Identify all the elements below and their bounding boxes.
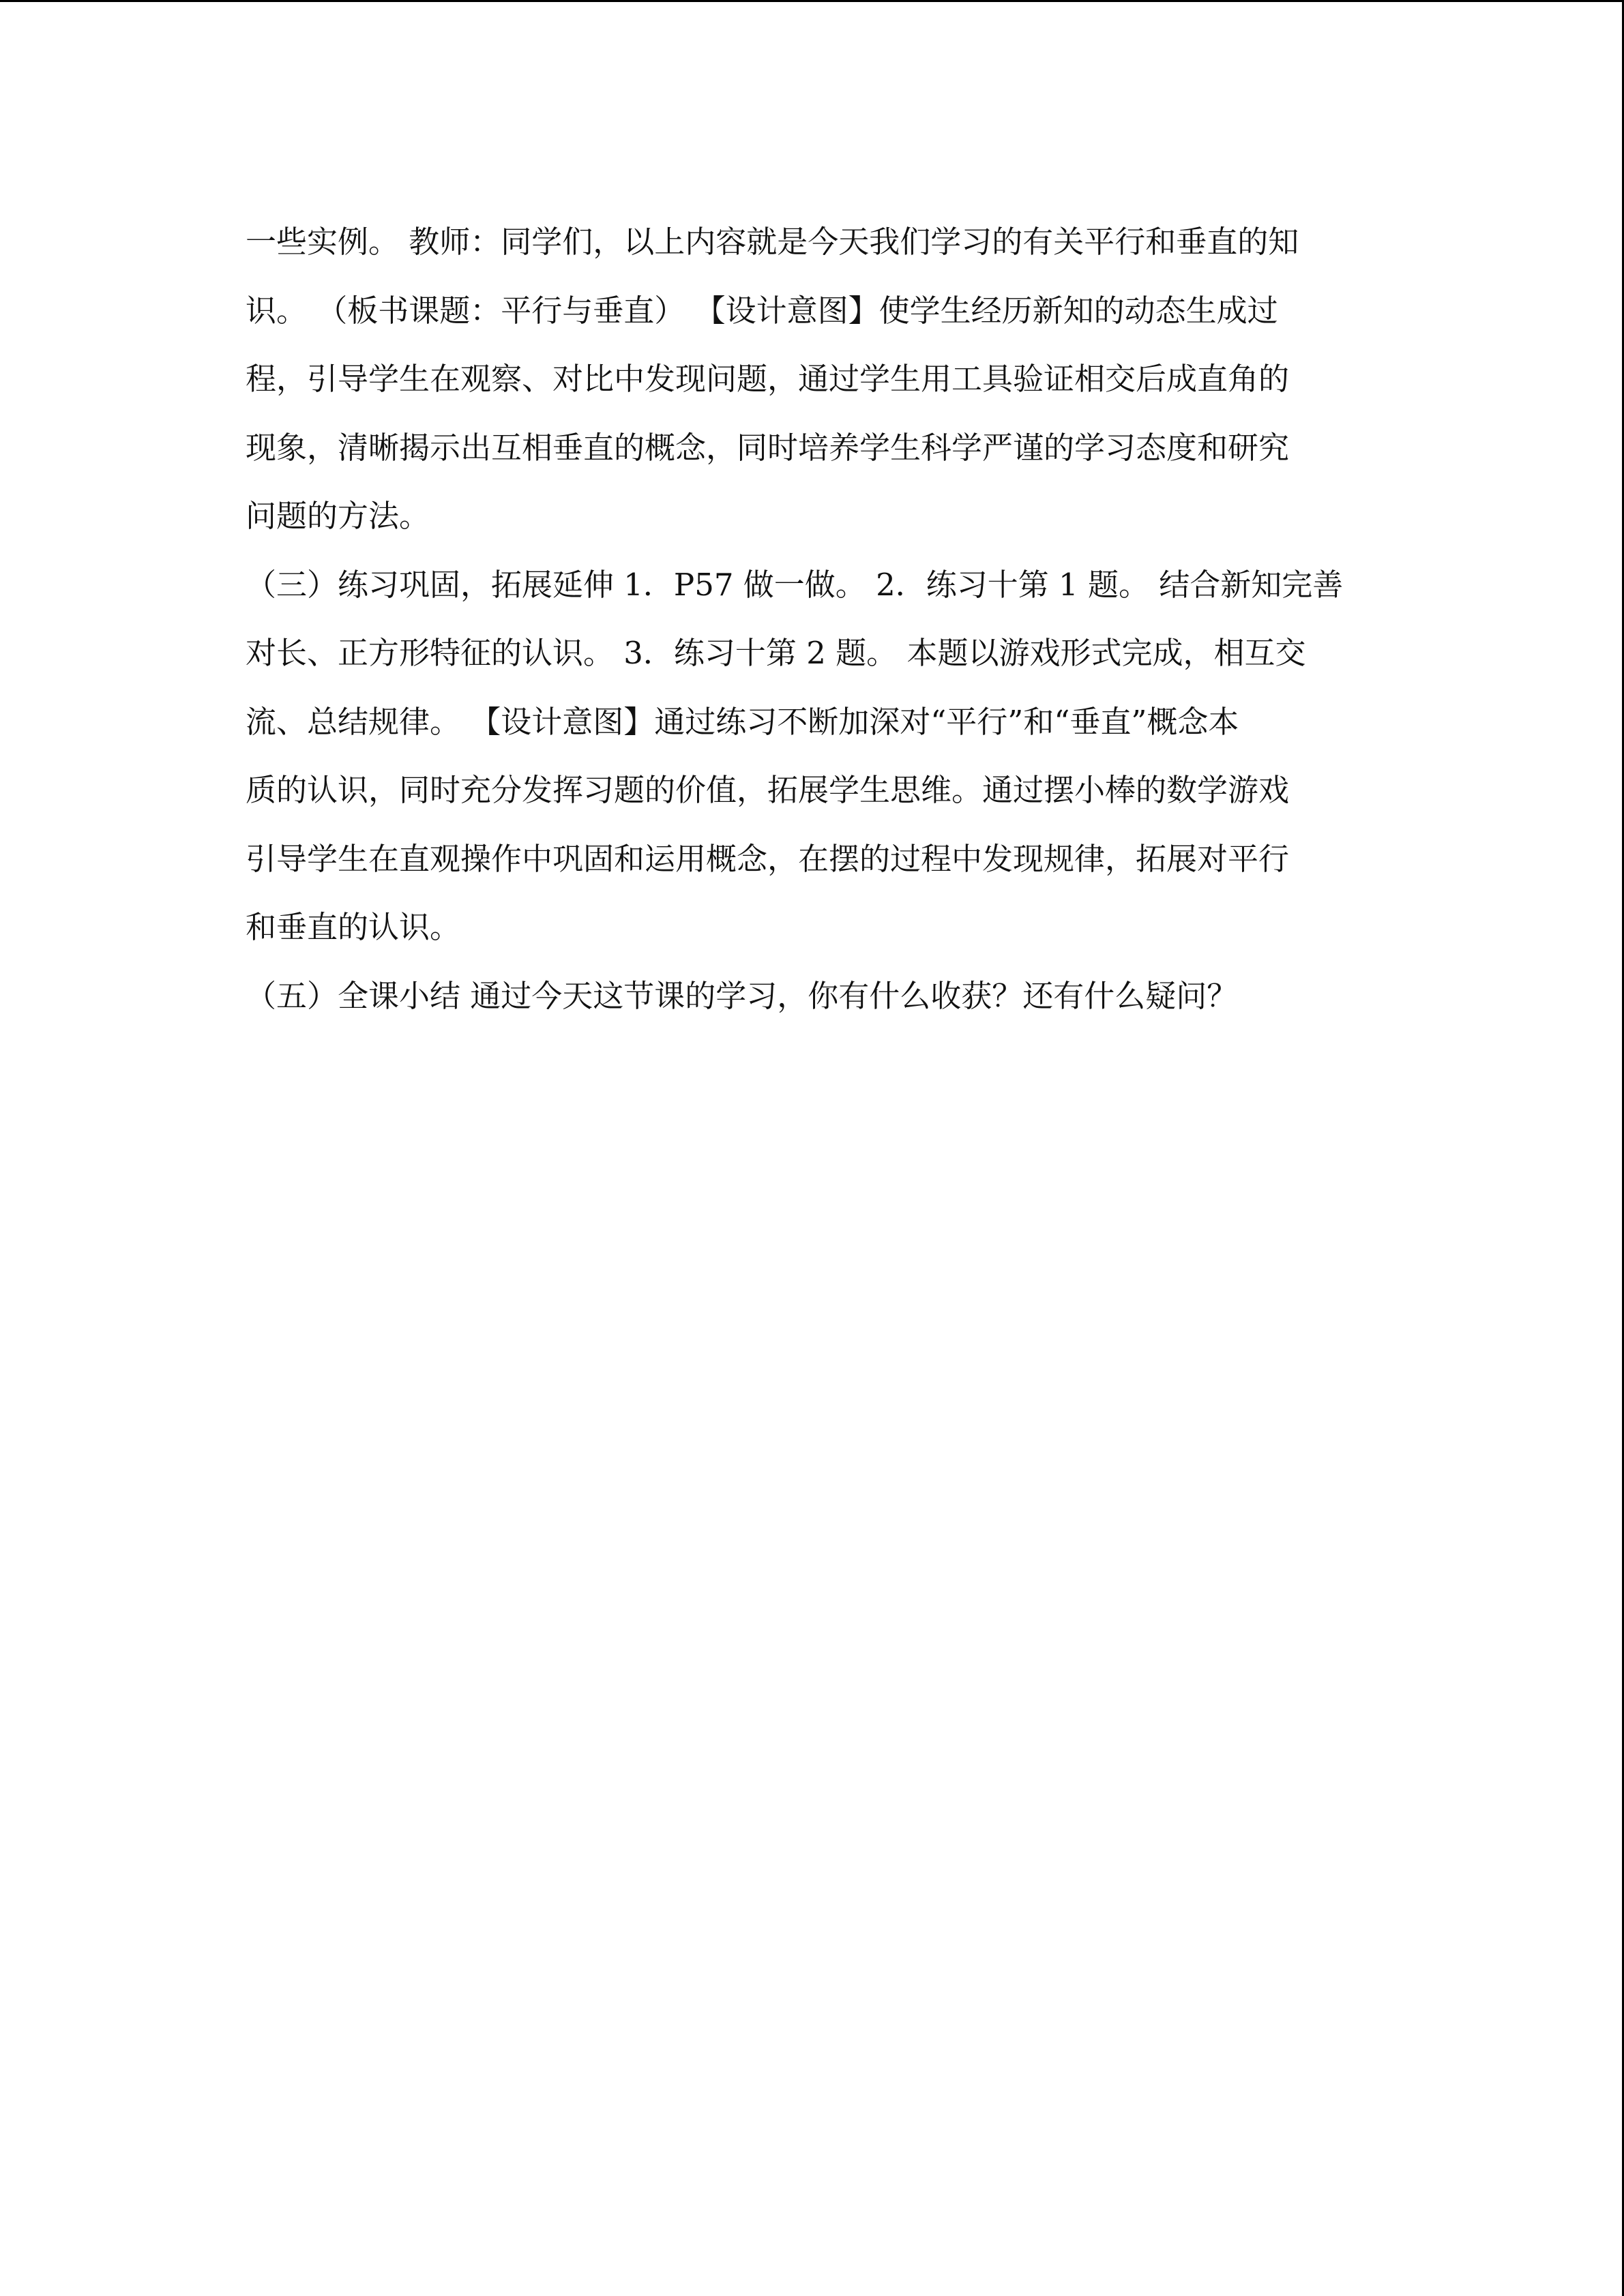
text-line: （三）练习巩固，拓展延伸 1．P57 做一做。 2．练习十第 1 题。 结合新知完善: [246, 566, 1344, 603]
text-line: 对长、正方形特征的认识。 3．练习十第 2 题。 本题以游戏形式完成，相互交: [246, 635, 1306, 671]
text-line: （五）全课小结 通过今天这节课的学习，你有什么收获？还有什么疑问？: [246, 977, 1238, 1014]
text-line: 识。 （板书课题：平行与垂直） 【设计意图】使学生经历新知的动态生成过: [246, 292, 1278, 329]
document-body: [246, 208, 1378, 1030]
text-line: 质的认识，同时充分发挥习题的价值，拓展学生思维。通过摆小棒的数学游戏: [246, 772, 1290, 808]
text-line: 程，引导学生在观察、对比中发现问题，通过学生用工具验证相交后成直角的: [246, 361, 1290, 397]
text-line: 引导学生在直观操作中巩固和运用概念，在摆的过程中发现规律，拓展对平行: [246, 840, 1290, 877]
text-line: 现象，清晰揭示出互相垂直的概念，同时培养学生科学严谨的学习态度和研究: [246, 429, 1290, 466]
text-line: 问题的方法。: [246, 498, 430, 534]
text-line: 一些实例。 教师：同学们，以上内容就是今天我们学习的有关平行和垂直的知: [246, 224, 1299, 260]
text-line: 和垂直的认识。: [246, 909, 461, 945]
text-line: 流、总结规律。 【设计意图】通过练习不断加深对“平行”和“垂直”概念本: [246, 703, 1239, 740]
